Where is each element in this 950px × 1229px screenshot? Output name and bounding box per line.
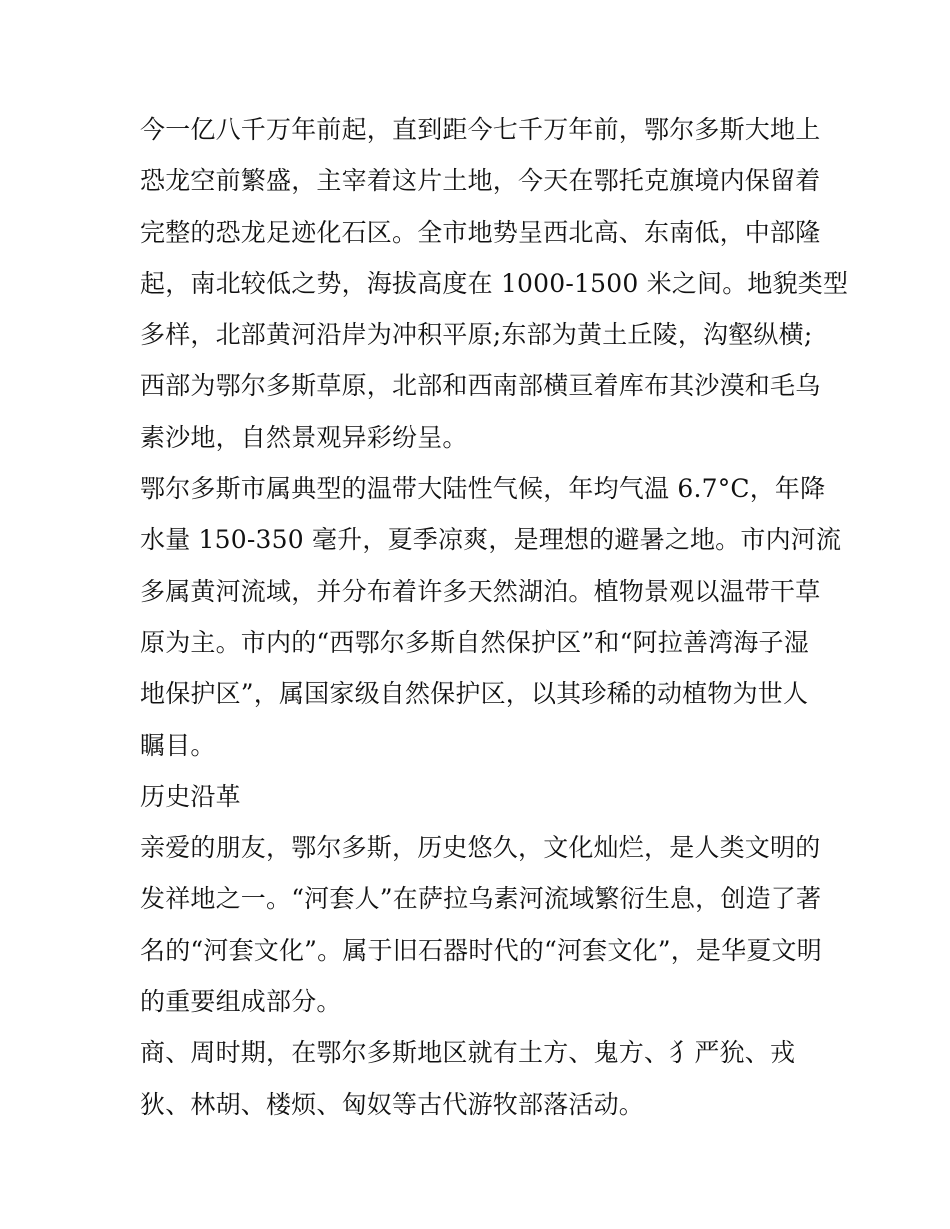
document-body <box>140 104 849 1130</box>
heading-line: 历史沿革 <box>140 781 241 811</box>
text-line: 名的“河套文化”。属于旧石器时代的“河套文化”，是华夏文明 <box>140 935 822 965</box>
paragraph-climate <box>140 463 842 771</box>
text-line: 起，南北较低之势，海拔高度在 1000-1500 米之间。地貌类型 <box>140 268 849 298</box>
text-line: 多属黄河流域，并分布着许多天然湖泊。植物景观以温带干草 <box>140 576 821 606</box>
section-heading-history <box>140 771 820 822</box>
text-line: 鄂尔多斯市属典型的温带大陆性气候，年均气温 6.7°C，年降 <box>140 474 826 504</box>
text-line: 水量 150-350 毫升，夏季凉爽，是理想的避暑之地。市内河流 <box>140 525 842 555</box>
paragraph-history <box>140 822 820 1027</box>
text-line: 今一亿八千万年前起，直到距今七千万年前，鄂尔多斯大地上 <box>140 115 821 144</box>
text-line: 瞩目。 <box>140 730 216 760</box>
text-line: 恐龙空前繁盛，主宰着这片土地，今天在鄂托克旗境内保留着 <box>140 166 821 196</box>
paragraph-geography <box>140 104 849 463</box>
text-line: 素沙地，自然景观异彩纷呈。 <box>140 422 468 452</box>
text-line: 亲爱的朋友，鄂尔多斯，历史悠久，文化灿烂，是人类文明的 <box>140 833 821 863</box>
text-line: 商、周时期，在鄂尔多斯地区就有土方、鬼方、犭严狁、戎 <box>140 1038 796 1068</box>
text-line: 发祥地之一。“河套人”在萨拉乌素河流域繁衍生息，创造了著 <box>140 884 822 914</box>
text-line: 狄、林胡、楼烦、匈奴等古代游牧部落活动。 <box>140 1089 645 1119</box>
text-line: 西部为鄂尔多斯草原，北部和西南部横亘着库布其沙漠和毛乌 <box>140 371 821 401</box>
text-line: 完整的恐龙足迹化石区。全市地势呈西北高、东南低，中部隆 <box>140 217 821 247</box>
text-line: 地保护区”，属国家级自然保护区，以其珍稀的动植物为世人 <box>140 679 809 709</box>
text-line: 原为主。市内的“西鄂尔多斯自然保护区”和“阿拉善湾海子湿 <box>140 627 809 657</box>
text-line: 的重要组成部分。 <box>140 987 342 1017</box>
text-line: 多样，北部黄河沿岸为冲积平原;东部为黄土丘陵，沟壑纵横; <box>140 320 813 350</box>
paragraph-tribes <box>140 1027 820 1130</box>
